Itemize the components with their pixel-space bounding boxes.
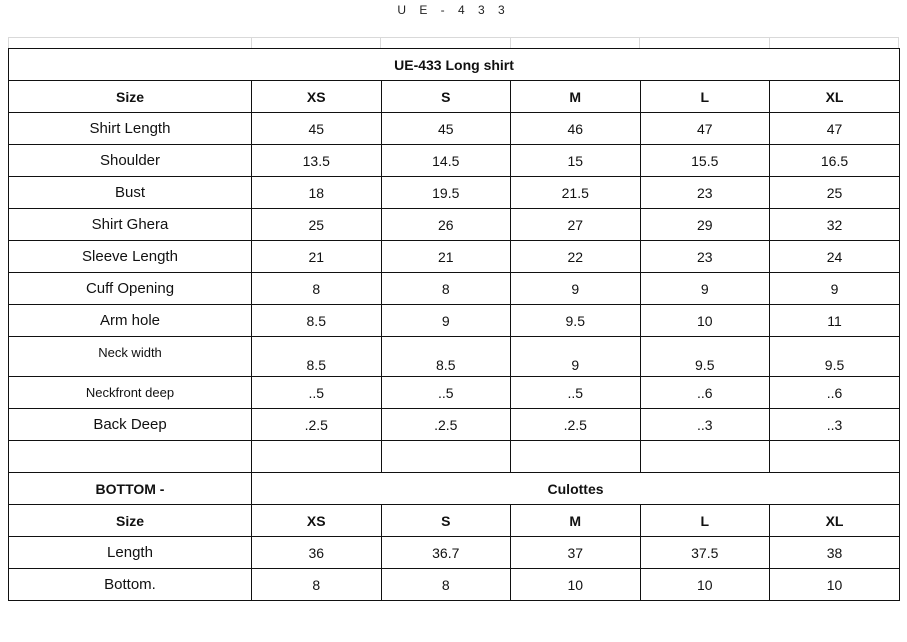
row-label: Shirt Ghera — [9, 209, 252, 241]
table-cell: 9.5 — [640, 337, 770, 377]
table-cell: 47 — [640, 113, 770, 145]
table-cell: 9.5 — [511, 305, 641, 337]
size-header-cell: M — [511, 505, 641, 537]
table-cell: 15 — [511, 145, 641, 177]
table-cell: ..5 — [511, 377, 641, 409]
table-cell: 14.5 — [381, 145, 511, 177]
table-cell: 21 — [381, 241, 511, 273]
row-label: Neckfront deep — [9, 377, 252, 409]
table-cell: 25 — [770, 177, 900, 209]
table-title-row — [9, 49, 900, 81]
table-cell: 32 — [770, 209, 900, 241]
size-header-cell: L — [640, 505, 770, 537]
empty-cell — [252, 441, 382, 473]
empty-cell — [511, 441, 641, 473]
empty-row — [9, 441, 900, 473]
row-label: Bottom. — [9, 569, 252, 601]
table-cell: 9.5 — [770, 337, 900, 377]
table-cell: 36 — [252, 537, 382, 569]
size-header-cell: XL — [770, 81, 900, 113]
size-header-row — [9, 505, 900, 537]
table-row — [9, 241, 900, 273]
table-cell: 9 — [381, 305, 511, 337]
table-cell: 37.5 — [640, 537, 770, 569]
row-label: Sleeve Length — [9, 241, 252, 273]
table-cell: ..3 — [770, 409, 900, 441]
table-cell: 36.7 — [381, 537, 511, 569]
table-cell: ..3 — [640, 409, 770, 441]
table-row — [9, 409, 900, 441]
row-label: Shoulder — [9, 145, 252, 177]
empty-cell — [381, 441, 511, 473]
table-cell: 9 — [511, 337, 641, 377]
table-cell: ..5 — [381, 377, 511, 409]
table-row — [9, 177, 900, 209]
table-cell: 21 — [252, 241, 382, 273]
size-header-cell: S — [381, 81, 511, 113]
table-cell: 23 — [640, 177, 770, 209]
row-label: Cuff Opening — [9, 273, 252, 305]
table-cell: 10 — [511, 569, 641, 601]
table-cell: 10 — [640, 305, 770, 337]
table-cell: .2.5 — [381, 409, 511, 441]
table-cell: 19.5 — [381, 177, 511, 209]
table-cell: 13.5 — [252, 145, 382, 177]
table-cell: 8.5 — [252, 337, 382, 377]
bottom-section-label: BOTTOM - — [9, 473, 252, 505]
row-label: Bust — [9, 177, 252, 209]
empty-cell — [770, 441, 900, 473]
table-cell: 18 — [252, 177, 382, 209]
empty-cell — [640, 441, 770, 473]
size-header-cell: S — [381, 505, 511, 537]
document-title: U E - 4 3 3 — [397, 3, 510, 17]
table-cell: 9 — [511, 273, 641, 305]
table-cell: 26 — [381, 209, 511, 241]
table-cell: 45 — [381, 113, 511, 145]
table-cell: 23 — [640, 241, 770, 273]
table-row — [9, 569, 900, 601]
table-cell: 8 — [381, 569, 511, 601]
table-row — [9, 377, 900, 409]
table-cell: 29 — [640, 209, 770, 241]
row-label: Back Deep — [9, 409, 252, 441]
size-header-cell: XS — [252, 505, 382, 537]
grid-line — [8, 37, 898, 38]
table-row — [9, 305, 900, 337]
table-cell: 8 — [252, 569, 382, 601]
long-shirt-title: UE-433 Long shirt — [9, 49, 900, 81]
table-cell: 21.5 — [511, 177, 641, 209]
table-cell: 9 — [770, 273, 900, 305]
row-label: Length — [9, 537, 252, 569]
table-cell: 10 — [770, 569, 900, 601]
bottom-title-row — [9, 473, 900, 505]
row-label: Neck width — [9, 337, 252, 377]
size-header-cell: XL — [770, 505, 900, 537]
table-cell: 27 — [511, 209, 641, 241]
table-cell: ..6 — [770, 377, 900, 409]
row-label: Shirt Length — [9, 113, 252, 145]
table-cell: 15.5 — [640, 145, 770, 177]
size-header-label: Size — [9, 505, 252, 537]
table-row — [9, 537, 900, 569]
table-cell: .2.5 — [252, 409, 382, 441]
table-cell: 25 — [252, 209, 382, 241]
table-cell: 16.5 — [770, 145, 900, 177]
table-cell: 10 — [640, 569, 770, 601]
table-cell: 45 — [252, 113, 382, 145]
size-header-label: Size — [9, 81, 252, 113]
table-cell: 8.5 — [381, 337, 511, 377]
table-cell: 8.5 — [252, 305, 382, 337]
table-cell: 47 — [770, 113, 900, 145]
table-cell: 24 — [770, 241, 900, 273]
table-row — [9, 337, 900, 377]
table-cell: 11 — [770, 305, 900, 337]
size-header-cell: XS — [252, 81, 382, 113]
table-cell: ..5 — [252, 377, 382, 409]
table-cell: ..6 — [640, 377, 770, 409]
culottes-title: Culottes — [252, 473, 900, 505]
size-header-cell: M — [511, 81, 641, 113]
row-label: Arm hole — [9, 305, 252, 337]
table-cell: 22 — [511, 241, 641, 273]
table-cell: 46 — [511, 113, 641, 145]
table-row — [9, 145, 900, 177]
table-cell: .2.5 — [511, 409, 641, 441]
table-cell: 8 — [381, 273, 511, 305]
table-row — [9, 209, 900, 241]
size-chart-table — [8, 48, 900, 601]
table-cell: 9 — [640, 273, 770, 305]
table-cell: 8 — [252, 273, 382, 305]
table-row — [9, 273, 900, 305]
size-header-row — [9, 81, 900, 113]
empty-cell — [9, 441, 252, 473]
table-cell: 38 — [770, 537, 900, 569]
table-row — [9, 113, 900, 145]
size-header-cell: L — [640, 81, 770, 113]
table-cell: 37 — [511, 537, 641, 569]
